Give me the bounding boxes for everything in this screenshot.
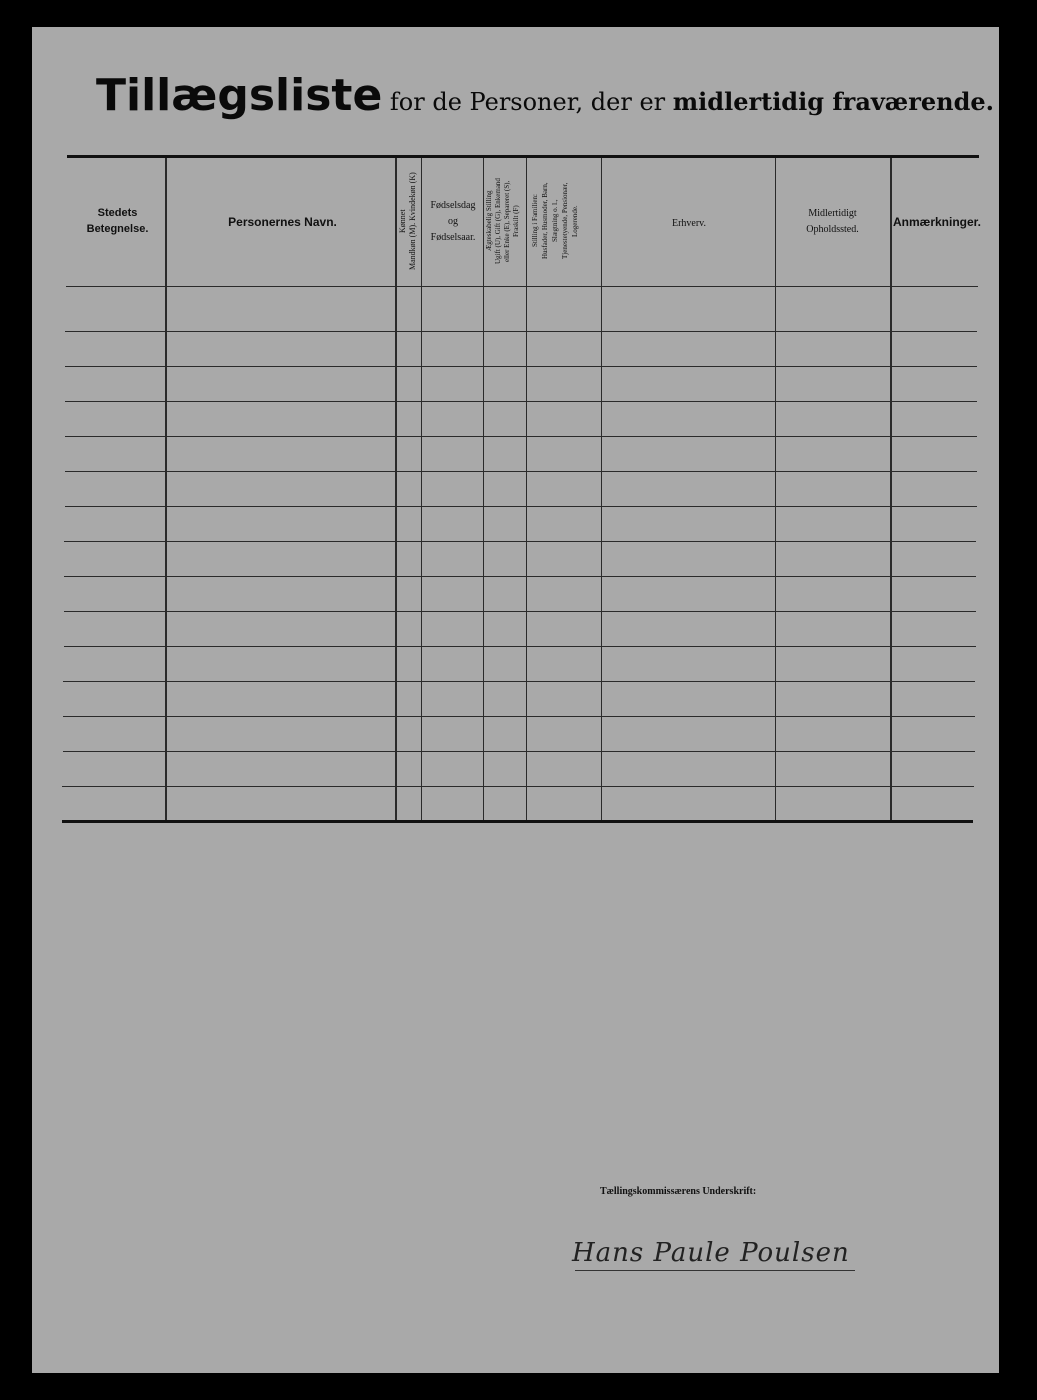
col-divider	[395, 158, 397, 820]
row-line	[65, 401, 977, 402]
signature-handwriting: Hans Paule Poulsen	[572, 1238, 850, 1268]
row-line	[65, 506, 977, 507]
row-line	[65, 471, 977, 472]
row-line	[64, 541, 976, 542]
col-header-fodsel: Fødselsdag og Fødselsaar.	[430, 200, 476, 243]
row-line	[65, 436, 977, 437]
col-divider	[526, 158, 527, 820]
col-header-opholdssted: Midlertidigt Opholdssted.	[806, 208, 859, 235]
col-header-stedets: Stedets Betegnelse.	[86, 207, 149, 235]
title-part1: for de Personer, der er	[382, 88, 673, 116]
form-title	[96, 70, 994, 121]
row-line	[65, 331, 977, 332]
col-divider	[601, 158, 602, 820]
col-divider	[165, 158, 167, 820]
header-rule	[66, 286, 978, 287]
col-header-navn: Personernes Navn.	[228, 215, 337, 229]
title-main: Tillægsliste	[96, 70, 383, 121]
row-line	[64, 646, 976, 647]
row-line	[64, 576, 976, 577]
row-line	[62, 786, 974, 787]
signature-line	[575, 1270, 855, 1271]
row-line	[65, 366, 977, 367]
row-line	[63, 751, 975, 752]
col-header-familie: Stilling i Familien: Husfader, Husmoder, Barn, Slægtning o. l., Tjenestetyende, Pensionær, Logerende.	[531, 182, 579, 260]
col-header-aegteskab: Ægteskabelig Stilling Ugift (U), Gift (G), Enkemand eller Enke (E), Separeret (S), Fraskilt (F)	[485, 178, 520, 264]
col-divider	[775, 158, 776, 820]
col-header-erhverv: Erhverv.	[671, 218, 707, 229]
col-divider	[483, 158, 484, 820]
col-header-anm: Anmærkninger.	[893, 215, 982, 229]
table-bottom-rule	[62, 820, 973, 823]
table-top-rule	[67, 155, 979, 158]
col-divider	[421, 158, 422, 820]
row-line	[63, 716, 975, 717]
signature-label: Tællingskommissærens Underskrift:	[600, 1186, 757, 1197]
row-line	[63, 681, 975, 682]
col-header-kjon: Kønnet Mandkøn (M). Kvindekøn (K)	[398, 172, 417, 270]
col-divider	[890, 158, 892, 820]
row-line	[64, 611, 976, 612]
title-part2: midlertidig fraværende.	[672, 87, 994, 116]
